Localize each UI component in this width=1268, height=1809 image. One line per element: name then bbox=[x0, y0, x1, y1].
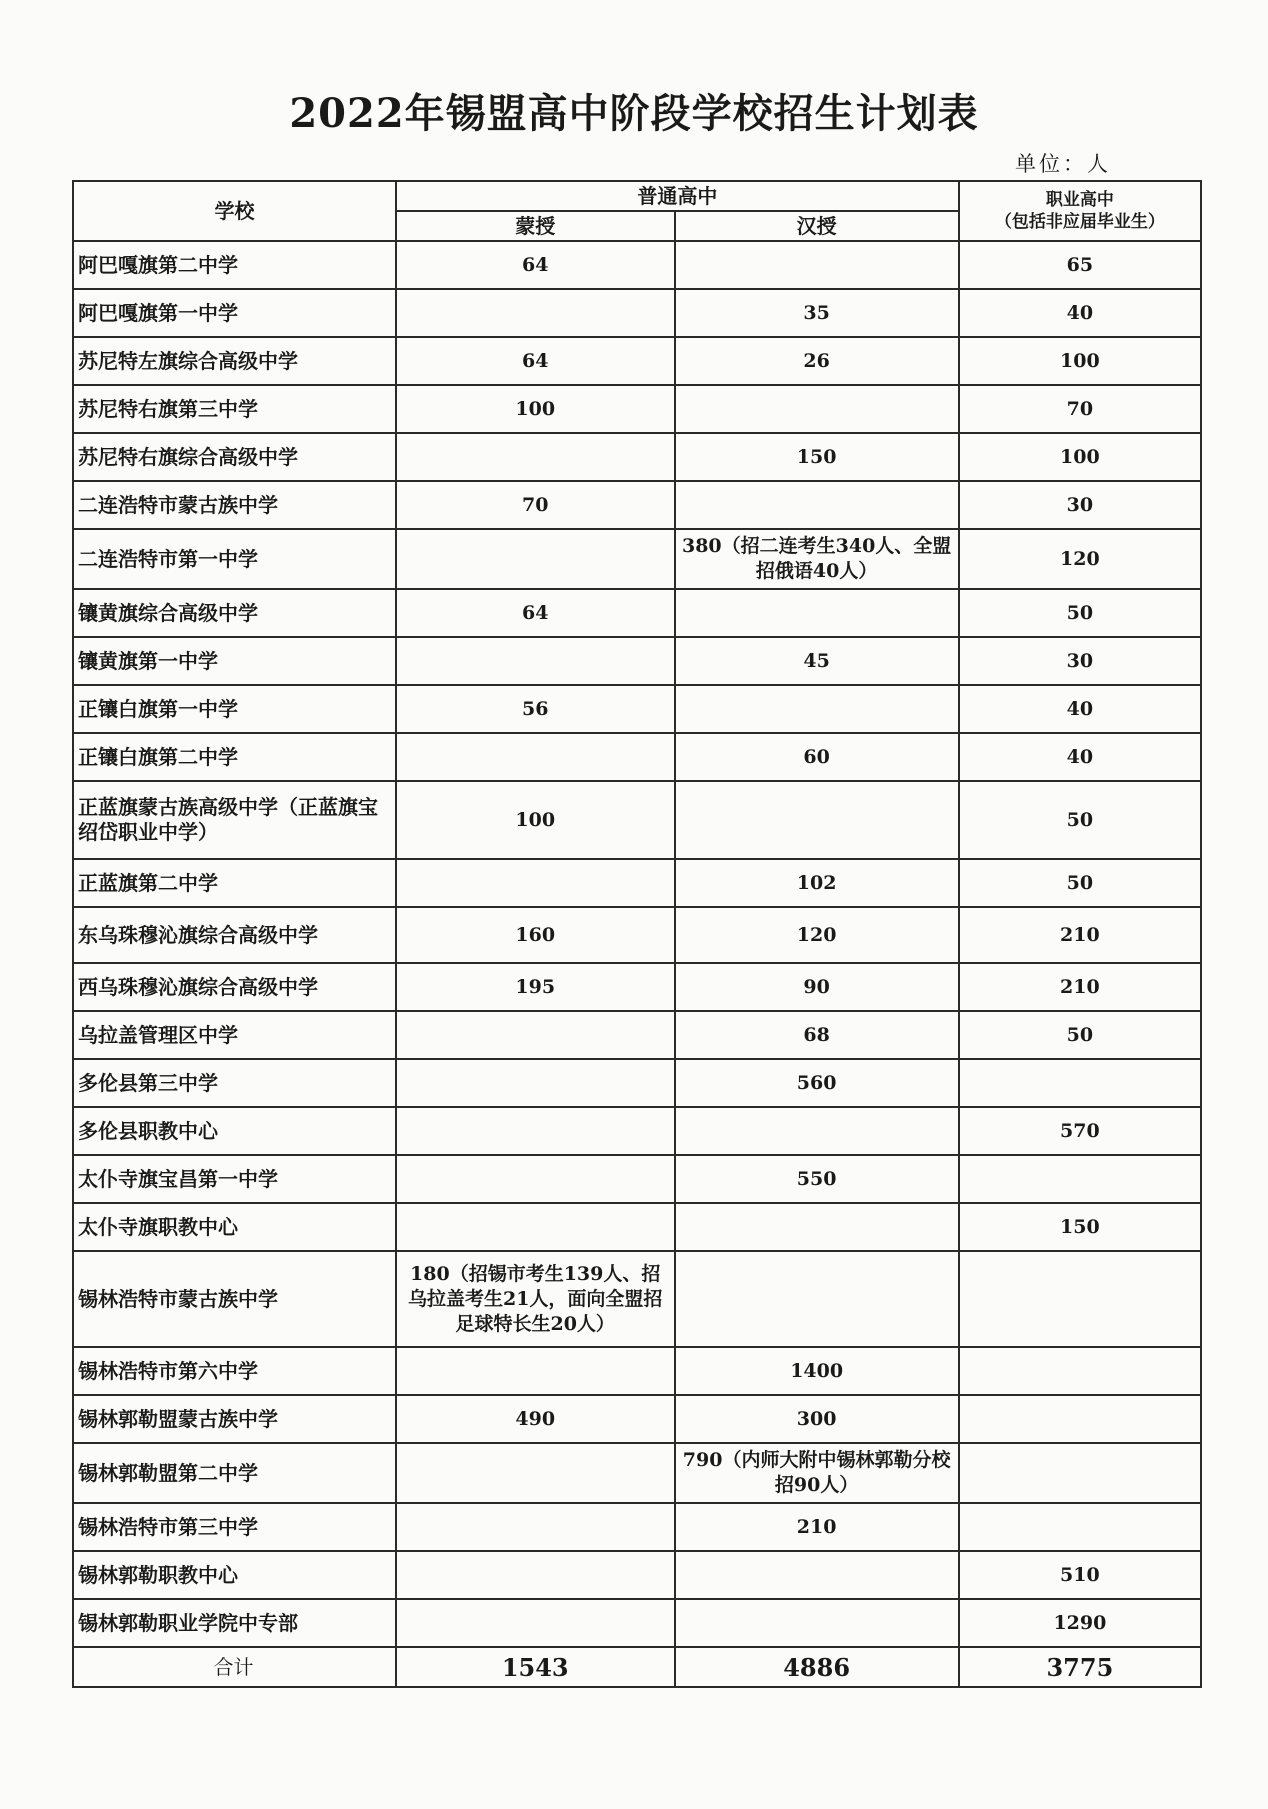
school-cell: 正蓝旗第二中学 bbox=[73, 859, 396, 907]
table-row bbox=[73, 1395, 1201, 1443]
mongolian-cell bbox=[396, 1599, 675, 1647]
school-cell: 锡林郭勒盟蒙古族中学 bbox=[73, 1395, 396, 1443]
header-school: 学校 bbox=[73, 181, 396, 241]
vocational-cell bbox=[959, 1059, 1201, 1107]
chinese-cell bbox=[675, 685, 959, 733]
table-row bbox=[73, 1107, 1201, 1155]
table-row bbox=[73, 685, 1201, 733]
vocational-cell: 570 bbox=[959, 1107, 1201, 1155]
table-body bbox=[73, 241, 1201, 1687]
mongolian-cell: 64 bbox=[396, 337, 675, 385]
school-cell: 多伦县第三中学 bbox=[73, 1059, 396, 1107]
table-row bbox=[73, 637, 1201, 685]
chinese-cell bbox=[675, 481, 959, 529]
chinese-cell: 45 bbox=[675, 637, 959, 685]
table-row bbox=[73, 1599, 1201, 1647]
mongolian-cell bbox=[396, 1107, 675, 1155]
vocational-cell: 50 bbox=[959, 1011, 1201, 1059]
table-row bbox=[73, 1347, 1201, 1395]
table-row bbox=[73, 1059, 1201, 1107]
chinese-cell bbox=[675, 1251, 959, 1347]
mongolian-cell bbox=[396, 1059, 675, 1107]
chinese-cell bbox=[675, 781, 959, 859]
chinese-cell: 550 bbox=[675, 1155, 959, 1203]
total-row bbox=[73, 1647, 1201, 1687]
chinese-cell bbox=[675, 1599, 959, 1647]
chinese-cell: 60 bbox=[675, 733, 959, 781]
vocational-cell bbox=[959, 1347, 1201, 1395]
mongolian-cell bbox=[396, 529, 675, 589]
mongolian-cell: 70 bbox=[396, 481, 675, 529]
mongolian-cell bbox=[396, 1503, 675, 1551]
table-row bbox=[73, 1251, 1201, 1347]
school-cell: 正镶白旗第二中学 bbox=[73, 733, 396, 781]
chinese-cell: 102 bbox=[675, 859, 959, 907]
table-row bbox=[73, 241, 1201, 289]
vocational-cell: 50 bbox=[959, 781, 1201, 859]
table-row bbox=[73, 733, 1201, 781]
header-vocational-note: （包括非应届毕业生） bbox=[994, 212, 1165, 232]
mongolian-cell: 100 bbox=[396, 385, 675, 433]
mongolian-cell: 490 bbox=[396, 1395, 675, 1443]
chinese-cell bbox=[675, 1203, 959, 1251]
chinese-cell bbox=[675, 1551, 959, 1599]
vocational-cell bbox=[959, 1503, 1201, 1551]
mongolian-cell bbox=[396, 1011, 675, 1059]
chinese-cell: 380（招二连考生340人、全盟招俄语40人） bbox=[675, 529, 959, 589]
chinese-cell: 90 bbox=[675, 963, 959, 1011]
chinese-cell: 300 bbox=[675, 1395, 959, 1443]
vocational-cell: 40 bbox=[959, 289, 1201, 337]
school-cell: 苏尼特右旗综合高级中学 bbox=[73, 433, 396, 481]
table-row bbox=[73, 589, 1201, 637]
school-cell: 镶黄旗第一中学 bbox=[73, 637, 396, 685]
table-row bbox=[73, 289, 1201, 337]
total-label: 合计 bbox=[73, 1647, 396, 1687]
table-row bbox=[73, 781, 1201, 859]
vocational-cell bbox=[959, 1155, 1201, 1203]
vocational-cell: 40 bbox=[959, 733, 1201, 781]
mongolian-cell: 64 bbox=[396, 589, 675, 637]
school-cell: 苏尼特右旗第三中学 bbox=[73, 385, 396, 433]
school-cell: 镶黄旗综合高级中学 bbox=[73, 589, 396, 637]
school-cell: 西乌珠穆沁旗综合高级中学 bbox=[73, 963, 396, 1011]
school-cell: 锡林郭勒职业学院中专部 bbox=[73, 1599, 396, 1647]
vocational-cell: 40 bbox=[959, 685, 1201, 733]
enrollment-table bbox=[72, 180, 1202, 1688]
school-cell: 正镶白旗第一中学 bbox=[73, 685, 396, 733]
table-row bbox=[73, 529, 1201, 589]
chinese-cell bbox=[675, 589, 959, 637]
mongolian-cell bbox=[396, 859, 675, 907]
mongolian-cell bbox=[396, 637, 675, 685]
school-cell: 锡林浩特市蒙古族中学 bbox=[73, 1251, 396, 1347]
school-cell: 二连浩特市蒙古族中学 bbox=[73, 481, 396, 529]
vocational-cell bbox=[959, 1395, 1201, 1443]
vocational-cell: 70 bbox=[959, 385, 1201, 433]
school-cell: 苏尼特左旗综合高级中学 bbox=[73, 337, 396, 385]
school-cell: 二连浩特市第一中学 bbox=[73, 529, 396, 589]
vocational-cell: 1290 bbox=[959, 1599, 1201, 1647]
chinese-cell: 1400 bbox=[675, 1347, 959, 1395]
school-cell: 多伦县职教中心 bbox=[73, 1107, 396, 1155]
table-row bbox=[73, 385, 1201, 433]
header-general: 普通高中 bbox=[396, 181, 959, 211]
table-row bbox=[73, 1155, 1201, 1203]
vocational-cell bbox=[959, 1251, 1201, 1347]
mongolian-cell: 160 bbox=[396, 907, 675, 963]
table-row bbox=[73, 1011, 1201, 1059]
vocational-cell: 210 bbox=[959, 963, 1201, 1011]
chinese-cell bbox=[675, 385, 959, 433]
table-row bbox=[73, 963, 1201, 1011]
total-mongolian: 1543 bbox=[396, 1647, 675, 1687]
chinese-cell: 26 bbox=[675, 337, 959, 385]
table-row bbox=[73, 433, 1201, 481]
vocational-cell: 100 bbox=[959, 433, 1201, 481]
vocational-cell: 120 bbox=[959, 529, 1201, 589]
table-row bbox=[73, 337, 1201, 385]
school-cell: 阿巴嘎旗第一中学 bbox=[73, 289, 396, 337]
mongolian-cell bbox=[396, 733, 675, 781]
vocational-cell bbox=[959, 1443, 1201, 1503]
chinese-cell: 150 bbox=[675, 433, 959, 481]
school-cell: 乌拉盖管理区中学 bbox=[73, 1011, 396, 1059]
mongolian-cell: 180（招锡市考生139人、招乌拉盖考生21人，面向全盟招足球特长生20人） bbox=[396, 1251, 675, 1347]
chinese-cell: 35 bbox=[675, 289, 959, 337]
mongolian-cell: 64 bbox=[396, 241, 675, 289]
school-cell: 锡林郭勒职教中心 bbox=[73, 1551, 396, 1599]
vocational-cell: 30 bbox=[959, 481, 1201, 529]
page-title: 2022年锡盟高中阶段学校招生计划表 bbox=[289, 90, 979, 137]
unit-label: 单位：人 bbox=[1015, 152, 1111, 176]
table-row bbox=[73, 1443, 1201, 1503]
chinese-cell: 210 bbox=[675, 1503, 959, 1551]
mongolian-cell bbox=[396, 1155, 675, 1203]
chinese-cell: 120 bbox=[675, 907, 959, 963]
school-cell: 锡林浩特市第六中学 bbox=[73, 1347, 396, 1395]
school-cell: 太仆寺旗职教中心 bbox=[73, 1203, 396, 1251]
chinese-cell: 790（内师大附中锡林郭勒分校招90人） bbox=[675, 1443, 959, 1503]
table-row bbox=[73, 1551, 1201, 1599]
mongolian-cell bbox=[396, 289, 675, 337]
total-vocational: 3775 bbox=[959, 1647, 1201, 1687]
vocational-cell: 65 bbox=[959, 241, 1201, 289]
school-cell: 阿巴嘎旗第二中学 bbox=[73, 241, 396, 289]
mongolian-cell bbox=[396, 433, 675, 481]
school-cell: 锡林浩特市第三中学 bbox=[73, 1503, 396, 1551]
chinese-cell bbox=[675, 241, 959, 289]
mongolian-cell bbox=[396, 1443, 675, 1503]
header-mongolian: 蒙授 bbox=[396, 211, 675, 241]
vocational-cell: 210 bbox=[959, 907, 1201, 963]
school-cell: 东乌珠穆沁旗综合高级中学 bbox=[73, 907, 396, 963]
table-row bbox=[73, 1503, 1201, 1551]
table-row bbox=[73, 481, 1201, 529]
mongolian-cell: 195 bbox=[396, 963, 675, 1011]
mongolian-cell bbox=[396, 1203, 675, 1251]
vocational-cell: 30 bbox=[959, 637, 1201, 685]
vocational-cell: 50 bbox=[959, 859, 1201, 907]
header-chinese: 汉授 bbox=[675, 211, 959, 241]
mongolian-cell bbox=[396, 1347, 675, 1395]
mongolian-cell: 56 bbox=[396, 685, 675, 733]
mongolian-cell: 100 bbox=[396, 781, 675, 859]
school-cell: 正蓝旗蒙古族高级中学（正蓝旗宝绍岱职业中学） bbox=[73, 781, 396, 859]
table-row bbox=[73, 859, 1201, 907]
mongolian-cell bbox=[396, 1551, 675, 1599]
school-cell: 太仆寺旗宝昌第一中学 bbox=[73, 1155, 396, 1203]
vocational-cell: 50 bbox=[959, 589, 1201, 637]
header-vocational-label: 职业高中 bbox=[1045, 190, 1114, 210]
vocational-cell: 150 bbox=[959, 1203, 1201, 1251]
chinese-cell: 68 bbox=[675, 1011, 959, 1059]
vocational-cell: 100 bbox=[959, 337, 1201, 385]
vocational-cell: 510 bbox=[959, 1551, 1201, 1599]
chinese-cell bbox=[675, 1107, 959, 1155]
total-chinese: 4886 bbox=[675, 1647, 959, 1687]
chinese-cell: 560 bbox=[675, 1059, 959, 1107]
header-vocational bbox=[959, 181, 1201, 241]
table-row bbox=[73, 1203, 1201, 1251]
school-cell: 锡林郭勒盟第二中学 bbox=[73, 1443, 396, 1503]
table-row bbox=[73, 907, 1201, 963]
